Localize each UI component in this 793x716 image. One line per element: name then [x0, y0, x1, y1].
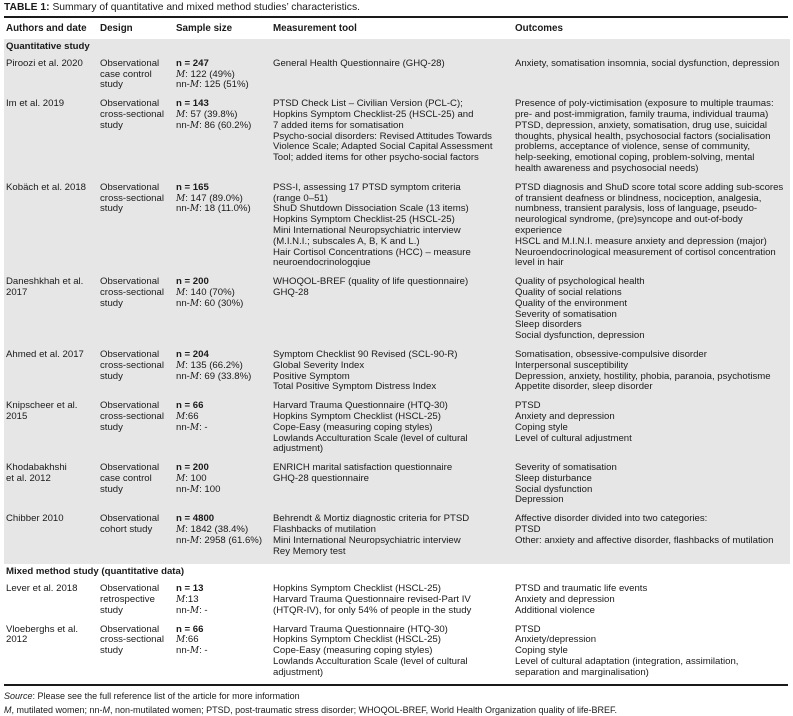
cell-sample-size	[176, 180, 273, 274]
cell-outcomes-line: separation and marginalisation)	[515, 666, 649, 678]
cell-measurement-tool-line: GHQ-28	[273, 286, 309, 298]
cell-sample-size	[176, 511, 273, 562]
cell-measurement-tool-line: Total Positive Symptom Distress Index	[273, 381, 437, 393]
cell-author-line: Im et al. 2019	[6, 98, 65, 110]
cell-design	[100, 581, 176, 621]
cell-author-line: Piroozi et al. 2020	[6, 57, 83, 69]
cell-measurement-tool-line: PSS-I, assessing 17 PTSD symptom criteria	[273, 181, 461, 193]
cell-outcomes-line: Severity of somatisation	[515, 308, 617, 320]
cell-outcomes-line: PTSD	[515, 524, 541, 536]
cell-design-line: Observational	[100, 98, 160, 110]
cell-author	[4, 274, 100, 347]
sample-n: n = 165	[176, 181, 209, 193]
cell-outcomes-line: Sleep disturbance	[515, 472, 592, 484]
cell-design-line: Observational	[100, 348, 160, 360]
cell-outcomes-line: Anxiety, somatisation insomnia, social dysfunction, depression	[515, 57, 780, 69]
sample-n: n = 4800	[176, 513, 215, 525]
cell-author-line: Lever et al. 2018	[6, 583, 78, 595]
sample-non-mutilated: nn-M: -	[176, 604, 208, 616]
cell-author	[4, 622, 100, 684]
cell-outcomes-line: numbness, transient paralysis, loss of language, pseudo-	[515, 203, 758, 215]
table-caption	[4, 0, 793, 14]
cell-outcomes-line: Quality of psychological health	[515, 276, 645, 288]
cell-design-line: cross-sectional	[100, 192, 164, 204]
cell-design	[100, 511, 176, 562]
cell-design	[100, 398, 176, 460]
sample-mutilated: M:13	[176, 594, 199, 606]
cell-measurement-tool-line: Rey Memory test	[273, 545, 346, 557]
cell-sample-size	[176, 96, 273, 180]
cell-measurement-tool	[273, 581, 515, 621]
cell-measurement-tool-line: (HTQR-IV), for only 54% of people in the study	[273, 604, 472, 616]
cell-author	[4, 511, 100, 562]
table-row	[4, 274, 790, 347]
cell-design-line: cross-sectional	[100, 286, 164, 298]
cell-outcomes-line: Depression	[515, 494, 564, 506]
cell-outcomes-line: Level of cultural adjustment	[515, 432, 632, 444]
cell-author-line: et al. 2012	[6, 472, 51, 484]
cell-design-line: study	[100, 421, 123, 433]
cell-outcomes	[515, 581, 790, 621]
cell-measurement-tool-line: Global Severity Index	[273, 359, 365, 371]
table-row	[4, 96, 790, 180]
cell-design-line: cross-sectional	[100, 359, 164, 371]
sample-n: n = 66	[176, 623, 204, 635]
cell-design-line: Observational	[100, 276, 160, 288]
cell-author-line: 2017	[6, 286, 28, 298]
cell-design	[100, 274, 176, 347]
cell-outcomes	[515, 347, 790, 398]
sample-mutilated: M: 122 (49%)	[176, 68, 235, 80]
cell-measurement-tool-line: Harvard Trauma Questionnaire (HTQ-30)	[273, 400, 448, 412]
cell-author-line: Khodabakhshi	[6, 462, 67, 474]
source-note: Source: Please see the full reference list of the article for more information	[4, 690, 300, 701]
cell-outcomes-line: Other: anxiety and affective disorder, flashbacks of mutilation	[515, 534, 774, 546]
cell-author-line: Daneshkhah et al.	[6, 276, 84, 288]
cell-design-line: cross-sectional	[100, 410, 164, 422]
cell-outcomes-line: Sleep disorders	[515, 319, 582, 331]
col-header-design: Design	[100, 23, 133, 34]
cell-outcomes-line: PTSD, depression, anxiety, somatisation, drug use, suicidal	[515, 119, 768, 131]
cell-author-line: 2012	[6, 634, 28, 646]
cell-outcomes-line: thoughts, physical health, psychosocial factors (socialisation	[515, 130, 771, 142]
caption-label: TABLE 1:	[4, 2, 50, 13]
cell-outcomes	[515, 180, 790, 274]
table-row	[4, 511, 790, 562]
cell-outcomes	[515, 511, 790, 562]
cell-measurement-tool-line: Behrendt & Mortiz diagnostic criteria for PTSD	[273, 513, 470, 525]
sample-mutilated: M: 140 (70%)	[176, 286, 235, 298]
cell-author	[4, 96, 100, 180]
cell-measurement-tool-line: (M.I.N.I.; subscales A, B, K and L.)	[273, 235, 420, 247]
sample-mutilated: M:66	[176, 634, 199, 646]
table-row	[4, 347, 790, 398]
cell-measurement-tool	[273, 56, 515, 96]
table-footnotes	[4, 686, 793, 716]
cell-design-line: study	[100, 79, 123, 91]
cell-outcomes-line: Severity of somatisation	[515, 462, 617, 474]
cell-outcomes-line: PTSD and traumatic life events	[515, 583, 648, 595]
cell-design-line: study	[100, 297, 123, 309]
cell-author	[4, 180, 100, 274]
section-header-row	[4, 564, 790, 581]
col-header-outcomes: Outcomes	[515, 23, 563, 34]
col-header-tool: Measurement tool	[273, 23, 357, 34]
cell-outcomes	[515, 622, 790, 684]
cell-design-line: cross-sectional	[100, 634, 164, 646]
studies-table	[4, 18, 790, 684]
cell-measurement-tool-line: neuroendocrinologqiue	[273, 257, 371, 269]
cell-measurement-tool	[273, 274, 515, 347]
section-header-row	[4, 39, 790, 56]
cell-measurement-tool-line: Cope-Easy (measuring coping styles)	[273, 645, 433, 657]
cell-outcomes-line: health awareness and psychosocial needs)	[515, 162, 699, 174]
cell-outcomes-line: PTSD	[515, 400, 541, 412]
cell-measurement-tool-line: Hair Cortisol Concentrations (HCC) – measure	[273, 246, 471, 258]
table-body	[4, 39, 790, 684]
sample-n: n = 13	[176, 583, 204, 595]
cell-outcomes-line: Presence of poly-victimisation (exposure to multiple traumas:	[515, 98, 774, 110]
cell-outcomes-line: Neuroendocrinological measurement of cortisol concentration	[515, 246, 776, 258]
cell-measurement-tool-line: Symptom Checklist 90 Revised (SCL-90-R)	[273, 348, 458, 360]
cell-measurement-tool-line: Hopkins Symptom Checklist (HSCL-25)	[273, 410, 441, 422]
cell-design-line: study	[100, 483, 123, 495]
cell-sample-size	[176, 56, 273, 96]
sample-non-mutilated: nn-M: 69 (33.8%)	[176, 370, 252, 382]
sample-n: n = 204	[176, 348, 209, 360]
cell-author	[4, 347, 100, 398]
cell-outcomes-line: Affective disorder divided into two categories:	[515, 513, 708, 525]
col-header-sample: Sample size	[176, 23, 233, 34]
table-row	[4, 622, 790, 684]
abbreviation-note: M, mutilated women; nn-M, non-mutilated women; PTSD, post-traumatic stress disorder; WHOQOL-BREF, World Health Organization quality of life-BREF.	[4, 704, 618, 715]
cell-design-line: retrospective	[100, 594, 155, 606]
sample-non-mutilated: nn-M: -	[176, 421, 208, 433]
cell-design	[100, 56, 176, 96]
cell-measurement-tool-line: Positive Symptom	[273, 370, 350, 382]
cell-design-line: study	[100, 203, 123, 215]
cell-outcomes-line: Social dysfunction	[515, 483, 593, 495]
cell-outcomes-line: pre- and post-immigration, family trauma, individual trauma)	[515, 108, 769, 120]
cell-measurement-tool-line: adjustment)	[273, 666, 324, 678]
cell-measurement-tool-line: Cope-Easy (measuring coping styles)	[273, 421, 433, 433]
cell-outcomes-line: Depression, anxiety, hostility, phobia, paranoia, psychotisme	[515, 370, 771, 382]
cell-design	[100, 96, 176, 180]
cell-measurement-tool-line: Hopkins Symptom Checklist (HSCL-25)	[273, 583, 441, 595]
cell-measurement-tool	[273, 96, 515, 180]
cell-measurement-tool	[273, 460, 515, 511]
sample-non-mutilated: nn-M: 60 (30%)	[176, 297, 244, 309]
cell-outcomes-line: Coping style	[515, 645, 568, 657]
cell-measurement-tool-line: PTSD Check List – Civilian Version (PCL-C);	[273, 98, 463, 110]
cell-measurement-tool-line: (range 0–51)	[273, 192, 328, 204]
sample-non-mutilated: nn-M: 100	[176, 483, 221, 495]
cell-outcomes	[515, 56, 790, 96]
cell-outcomes-line: Coping style	[515, 421, 568, 433]
cell-author	[4, 56, 100, 96]
cell-outcomes	[515, 460, 790, 511]
cell-sample-size	[176, 460, 273, 511]
cell-measurement-tool-line: adjustment)	[273, 443, 324, 455]
cell-design-line: study	[100, 119, 123, 131]
cell-measurement-tool-line: Hopkins Symptom Checklist (HSCL-25)	[273, 634, 441, 646]
cell-measurement-tool-line: Tool; added items for other psycho-social factors	[273, 152, 479, 164]
cell-author	[4, 581, 100, 621]
cell-measurement-tool-line: 7 added items for somatisation	[273, 119, 404, 131]
cell-author	[4, 398, 100, 460]
cell-measurement-tool-line: WHOQOL-BREF (quality of life questionnaire)	[273, 276, 469, 288]
cell-author	[4, 460, 100, 511]
cell-outcomes-line: Anxiety and depression	[515, 594, 615, 606]
sample-non-mutilated: nn-M: 2958 (61.6%)	[176, 534, 263, 546]
cell-sample-size	[176, 581, 273, 621]
cell-outcomes-line: of transient deafness or blindness, nociception, analgesia,	[515, 192, 762, 204]
cell-measurement-tool-line: GHQ-28 questionnaire	[273, 472, 369, 484]
cell-measurement-tool	[273, 511, 515, 562]
sample-mutilated: M: 57 (39.8%)	[176, 108, 238, 120]
cell-outcomes-line: Appetite disorder, sleep disorder	[515, 381, 653, 393]
cell-outcomes-line: neurological syndrome, (pre)syncope and out-of-body	[515, 214, 743, 226]
header-row	[4, 18, 790, 39]
cell-outcomes	[515, 274, 790, 347]
sample-non-mutilated: nn-M: 18 (11.0%)	[176, 203, 251, 215]
table-row	[4, 398, 790, 460]
cell-design-line: case control	[100, 68, 152, 80]
cell-author-line: 2015	[6, 410, 28, 422]
cell-outcomes-line: Social dysfunction, depression	[515, 330, 645, 342]
cell-measurement-tool-line: Harvard Trauma Questionnaire revised-Part IV	[273, 594, 471, 606]
cell-sample-size	[176, 347, 273, 398]
cell-outcomes-line: Additional violence	[515, 604, 596, 616]
cell-design-line: Observational	[100, 583, 160, 595]
cell-outcomes-line: problems, acceptance of violence, sense of community,	[515, 141, 750, 153]
sample-mutilated: M: 135 (66.2%)	[176, 359, 243, 371]
cell-outcomes-line: Quality of the environment	[515, 297, 627, 309]
cell-design-line: Observational	[100, 513, 160, 525]
cell-outcomes-line: Interpersonal susceptibility	[515, 359, 629, 371]
sample-mutilated: M: 1842 (38.4%)	[176, 524, 249, 536]
cell-design-line: study	[100, 604, 123, 616]
cell-outcomes-line: PTSD	[515, 623, 541, 635]
cell-author-line: Kobäch et al. 2018	[6, 181, 87, 193]
cell-measurement-tool-line: ENRICH marital satisfaction questionnaire	[273, 462, 453, 474]
cell-measurement-tool-line: Flashbacks of mutilation	[273, 524, 376, 536]
cell-outcomes-line: Anxiety/depression	[515, 634, 597, 646]
cell-measurement-tool-line: General Health Questionnaire (GHQ-28)	[273, 57, 445, 69]
cell-design-line: Observational	[100, 181, 160, 193]
cell-author-line: Ahmed et al. 2017	[6, 348, 84, 360]
cell-design-line: cohort study	[100, 524, 153, 536]
cell-measurement-tool-line: Psycho-social disorders: Revised Attitudes Towards	[273, 130, 492, 142]
sample-mutilated: M: 100	[176, 472, 207, 484]
sample-n: n = 247	[176, 57, 209, 69]
table-row	[4, 56, 790, 96]
section-title: Mixed method study (quantitative data)	[4, 564, 790, 581]
cell-outcomes-line: PTSD diagnosis and ShuD score total score adding sub-scores	[515, 181, 784, 193]
cell-author-line: Knipscheer et al.	[6, 400, 78, 412]
cell-outcomes-line: Anxiety and depression	[515, 410, 615, 422]
cell-measurement-tool-line: ShuD Shutdown Dissociation Scale (13 items)	[273, 203, 469, 215]
cell-measurement-tool-line: Mini International Neuropsychiatric interview	[273, 224, 461, 236]
cell-design-line: study	[100, 370, 123, 382]
cell-measurement-tool-line: Harvard Trauma Questionnaire (HTQ-30)	[273, 623, 448, 635]
cell-outcomes-line: Quality of social relations	[515, 286, 622, 298]
sample-n: n = 66	[176, 400, 204, 412]
cell-measurement-tool-line: Mini International Neuropsychiatric interview	[273, 534, 461, 546]
cell-measurement-tool-line: Lowlands Acculturation Scale (level of cultural	[273, 432, 468, 444]
cell-design-line: case control	[100, 472, 152, 484]
cell-outcomes	[515, 96, 790, 180]
cell-design	[100, 347, 176, 398]
cell-outcomes-line: HSCL and M.I.N.I. measure anxiety and depression (major)	[515, 235, 767, 247]
cell-design-line: study	[100, 645, 123, 657]
cell-design	[100, 460, 176, 511]
cell-design	[100, 622, 176, 684]
cell-design	[100, 180, 176, 274]
cell-design-line: Observational	[100, 57, 160, 69]
table-row	[4, 581, 790, 621]
cell-author-line: Chibber 2010	[6, 513, 64, 525]
cell-measurement-tool-line: Hopkins Symptom Checklist-25 (HSCL-25) and	[273, 108, 474, 120]
cell-outcomes-line: Somatisation, obsessive-compulsive disorder	[515, 348, 707, 360]
sample-n: n = 143	[176, 98, 209, 110]
col-header-authors: Authors and date	[6, 23, 87, 34]
cell-design-line: Observational	[100, 400, 160, 412]
sample-mutilated: M: 147 (89.0%)	[176, 192, 243, 204]
cell-design-line: Observational	[100, 623, 160, 635]
sample-non-mutilated: nn-M: 86 (60.2%)	[176, 119, 252, 131]
cell-measurement-tool	[273, 398, 515, 460]
table-row	[4, 180, 790, 274]
cell-measurement-tool	[273, 180, 515, 274]
sample-non-mutilated: nn-M: 125 (51%)	[176, 79, 249, 91]
cell-measurement-tool-line: Hopkins Symptom Checklist-25 (HSCL-25)	[273, 214, 455, 226]
cell-design-line: cross-sectional	[100, 108, 164, 120]
cell-design-line: Observational	[100, 462, 160, 474]
cell-sample-size	[176, 622, 273, 684]
cell-outcomes	[515, 398, 790, 460]
cell-outcomes-line: level in hair	[515, 257, 564, 269]
cell-measurement-tool-line: Violence Scale; Adapted Social Capital Assessment	[273, 141, 493, 153]
sample-non-mutilated: nn-M: -	[176, 645, 208, 657]
caption-text: Summary of quantitative and mixed method studies’ characteristics.	[49, 2, 360, 13]
sample-mutilated: M:66	[176, 410, 199, 422]
cell-sample-size	[176, 398, 273, 460]
cell-measurement-tool	[273, 622, 515, 684]
cell-outcomes-line: Level of cultural adaptation (integration, assimilation,	[515, 656, 739, 668]
cell-outcomes-line: experience	[515, 224, 562, 236]
cell-author-line: Vloeberghs et al.	[6, 623, 78, 635]
sample-n: n = 200	[176, 276, 209, 288]
cell-sample-size	[176, 274, 273, 347]
cell-measurement-tool-line: Lowlands Acculturation Scale (level of cultural	[273, 656, 468, 668]
table-row	[4, 460, 790, 511]
sample-n: n = 200	[176, 462, 209, 474]
section-title: Quantitative study	[4, 39, 790, 56]
cell-outcomes-line: help-seeking, emotional coping, problem-solving, mental	[515, 152, 755, 164]
cell-measurement-tool	[273, 347, 515, 398]
